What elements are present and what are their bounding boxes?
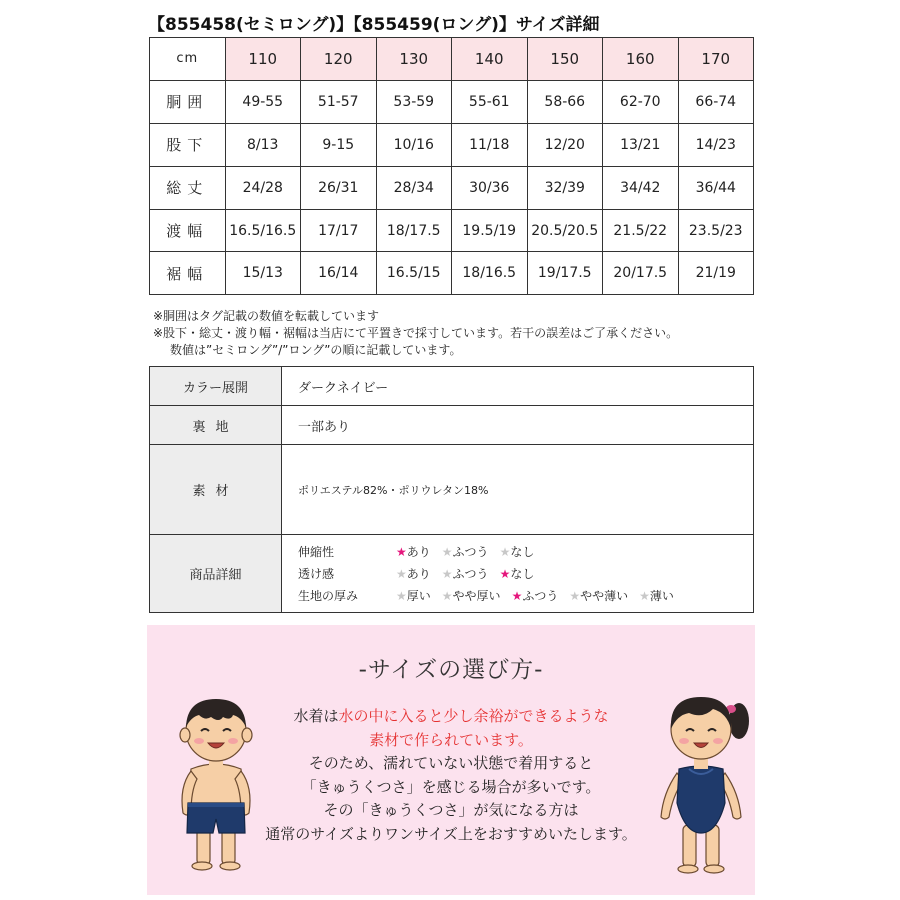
star-icon: ★ (396, 589, 407, 603)
size-cell: 16.5/15 (376, 252, 452, 295)
detail-option: ★やや厚い (441, 589, 501, 603)
size-cell: 13/21 (603, 123, 679, 166)
info-label: カラー展開 (150, 367, 282, 406)
star-icon: ★ (499, 545, 511, 559)
size-cell: 11/18 (452, 123, 528, 166)
size-cell: 17/17 (301, 209, 377, 252)
size-cell: 16.5/16.5 (225, 209, 301, 252)
size-table (149, 37, 754, 295)
row-label: 股下 (150, 123, 226, 166)
note-line: 数値は”セミロング”/”ロング”の順に記載しています。 (170, 343, 462, 357)
info-label: 裏地 (150, 406, 282, 445)
detail-option: ★厚い (396, 589, 431, 603)
guide-line: 通常のサイズよりワンサイズ上をおすすめいたします。 (265, 824, 637, 843)
size-cell: 19.5/19 (452, 209, 528, 252)
star-icon: ★ (441, 545, 453, 559)
info-value: ポリエステル82%・ポリウレタン18% (282, 445, 754, 535)
star-icon: ★ (569, 589, 581, 603)
size-row-thigh (150, 209, 754, 252)
size-header-row (150, 38, 754, 81)
size-column-header: 110 (225, 38, 301, 81)
size-cell: 10/16 (376, 123, 452, 166)
detail-option: ★ふつう (511, 589, 559, 603)
star-icon: ★ (441, 589, 453, 603)
size-cell: 49-55 (225, 80, 301, 123)
detail-option: ★薄い (639, 589, 674, 603)
detail-cell (282, 535, 754, 613)
guide-line: そのため、濡れていない状態で着用すると (308, 754, 594, 772)
size-cell: 21.5/22 (603, 209, 679, 252)
size-cell: 18/16.5 (452, 252, 528, 295)
size-column-header: 130 (376, 38, 452, 81)
star-icon: ★ (499, 567, 511, 581)
info-value: ダークネイビー (282, 367, 754, 406)
guide-title: -サイズの選び方- (358, 657, 544, 683)
detail-option: ★やや薄い (569, 589, 629, 603)
detail-label: 透け感 (298, 567, 335, 581)
star-icon: ★ (511, 589, 523, 603)
detail-option: ★なし (499, 545, 535, 559)
size-column-header: 160 (603, 38, 679, 81)
row-label: 総丈 (150, 166, 226, 209)
size-cell: 24/28 (225, 166, 301, 209)
note-line: ※胴囲はタグ記載の数値を転載しています (153, 309, 380, 323)
info-row-detail (150, 535, 754, 613)
size-cell: 28/34 (376, 166, 452, 209)
unit-cell: cm (150, 38, 226, 81)
star-icon: ★ (639, 589, 650, 603)
detail-label: 生地の厚み (298, 589, 359, 603)
product-info-table (149, 366, 754, 613)
info-label: 商品詳細 (150, 535, 282, 613)
size-cell: 34/42 (603, 166, 679, 209)
detail-option: ★ふつう (441, 545, 489, 559)
detail-option: ★なし (499, 567, 535, 581)
size-cell: 9-15 (301, 123, 377, 166)
size-cell: 15/13 (225, 252, 301, 295)
detail-row-stretch (298, 541, 753, 563)
size-row-waist (150, 80, 754, 123)
size-row-inseam (150, 123, 754, 166)
detail-option: ★あり (396, 545, 431, 559)
star-icon: ★ (396, 567, 407, 581)
page-title: 【855458(セミロング)】【855459(ロング)】サイズ詳細 (148, 15, 600, 35)
size-cell: 12/20 (527, 123, 603, 166)
detail-label: 伸縮性 (298, 545, 335, 559)
size-cell: 14/23 (678, 123, 754, 166)
star-icon: ★ (396, 545, 407, 559)
size-column-header: 170 (678, 38, 754, 81)
size-cell: 55-61 (452, 80, 528, 123)
size-notes (153, 308, 678, 359)
size-cell: 21/19 (678, 252, 754, 295)
size-cell: 66-74 (678, 80, 754, 123)
row-label: 渡幅 (150, 209, 226, 252)
size-row-length (150, 166, 754, 209)
info-label: 素材 (150, 445, 282, 535)
detail-row-sheerness (298, 563, 753, 585)
size-cell: 36/44 (678, 166, 754, 209)
size-column-header: 150 (527, 38, 603, 81)
size-cell: 20/17.5 (603, 252, 679, 295)
info-row-color (150, 367, 754, 406)
guide-line: 素材で作られています。 (369, 730, 533, 749)
size-cell: 8/13 (225, 123, 301, 166)
size-column-header: 120 (301, 38, 377, 81)
size-cell: 51-57 (301, 80, 377, 123)
size-column-header: 140 (452, 38, 528, 81)
guide-text (147, 705, 755, 846)
size-cell: 32/39 (527, 166, 603, 209)
row-label: 胴囲 (150, 80, 226, 123)
size-cell: 19/17.5 (527, 252, 603, 295)
size-cell: 30/36 (452, 166, 528, 209)
guide-line: 水着は水の中に入ると少し余裕ができるような (293, 707, 609, 725)
detail-option: ★あり (396, 567, 431, 581)
size-cell: 53-59 (376, 80, 452, 123)
guide-line: 「きゅうくつさ」を感じる場合が多いです。 (301, 777, 601, 796)
info-value: 一部あり (282, 406, 754, 445)
size-guide-panel (147, 625, 755, 895)
detail-option: ★ふつう (441, 567, 489, 581)
info-row-material (150, 445, 754, 535)
size-cell: 18/17.5 (376, 209, 452, 252)
detail-row-thickness (298, 585, 753, 607)
size-cell: 16/14 (301, 252, 377, 295)
guide-highlight: 水の中に入ると少し余裕ができるような (338, 707, 609, 725)
note-line: ※股下・総丈・渡り幅・裾幅は当店にて平置きで採寸しています。若干の誤差はご了承ください。 (153, 326, 679, 340)
size-cell: 58-66 (527, 80, 603, 123)
size-cell: 20.5/20.5 (527, 209, 603, 252)
row-label: 裾幅 (150, 252, 226, 295)
guide-line: その「きゅうくつさ」が気になる方は (323, 801, 579, 819)
size-cell: 23.5/23 (678, 209, 754, 252)
info-row-lining (150, 406, 754, 445)
size-cell: 26/31 (301, 166, 377, 209)
star-icon: ★ (441, 567, 453, 581)
size-row-hem (150, 252, 754, 295)
size-cell: 62-70 (603, 80, 679, 123)
